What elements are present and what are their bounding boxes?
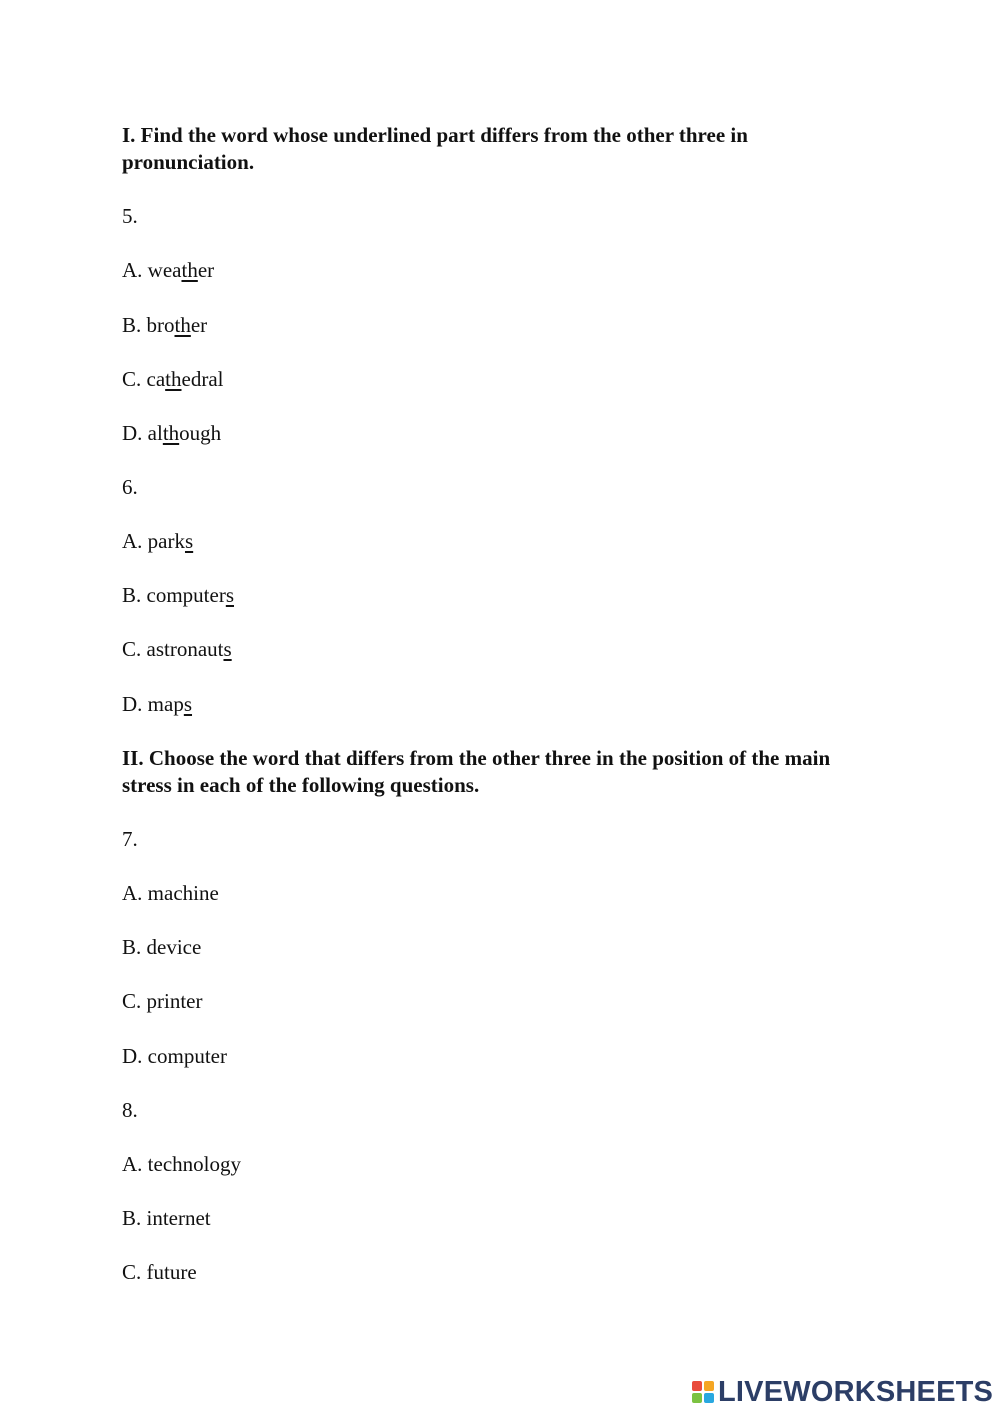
- q6-option-b: B. computers: [122, 583, 234, 607]
- logo-tile: [692, 1393, 702, 1403]
- q5-option-d: D. although: [122, 421, 222, 445]
- q8-option-a: A. technology: [122, 1152, 241, 1176]
- logo-tile: [692, 1381, 702, 1391]
- brand-wordmark: LIVEWORKSHEETS: [718, 1375, 994, 1408]
- q5-option-a: A. weather: [122, 258, 215, 282]
- logo-tile: [704, 1393, 714, 1403]
- q6-option-c: C. astronauts: [122, 637, 232, 661]
- q8-option-b: B. internet: [122, 1206, 211, 1230]
- q5-option-c: C. cathedral: [122, 367, 224, 391]
- liveworksheets-brand[interactable]: [692, 1374, 993, 1410]
- question-6-number: 6.: [122, 475, 138, 499]
- question-5-number: 5.: [122, 204, 138, 228]
- q6-option-d: D. maps: [122, 692, 193, 716]
- section-2-heading: II. Choose the word that differs from the other three in the position of the main stress in each of the following questions.: [122, 746, 831, 797]
- liveworksheets-logo-icon: [692, 1381, 714, 1403]
- q7-option-d: D. computer: [122, 1044, 227, 1068]
- q6-option-a: A. parks: [122, 529, 194, 553]
- q7-option-c: C. printer: [122, 989, 203, 1013]
- q7-option-a: A. machine: [122, 881, 219, 905]
- q7-option-b: B. device: [122, 935, 202, 959]
- question-7-number: 7.: [122, 827, 138, 851]
- question-8-number: 8.: [122, 1098, 138, 1122]
- logo-tile: [704, 1381, 714, 1391]
- q8-option-c: C. future: [122, 1260, 197, 1284]
- section-1-heading: I. Find the word whose underlined part differs from the other three in pronunciation.: [122, 123, 748, 174]
- q5-option-b: B. brother: [122, 313, 208, 337]
